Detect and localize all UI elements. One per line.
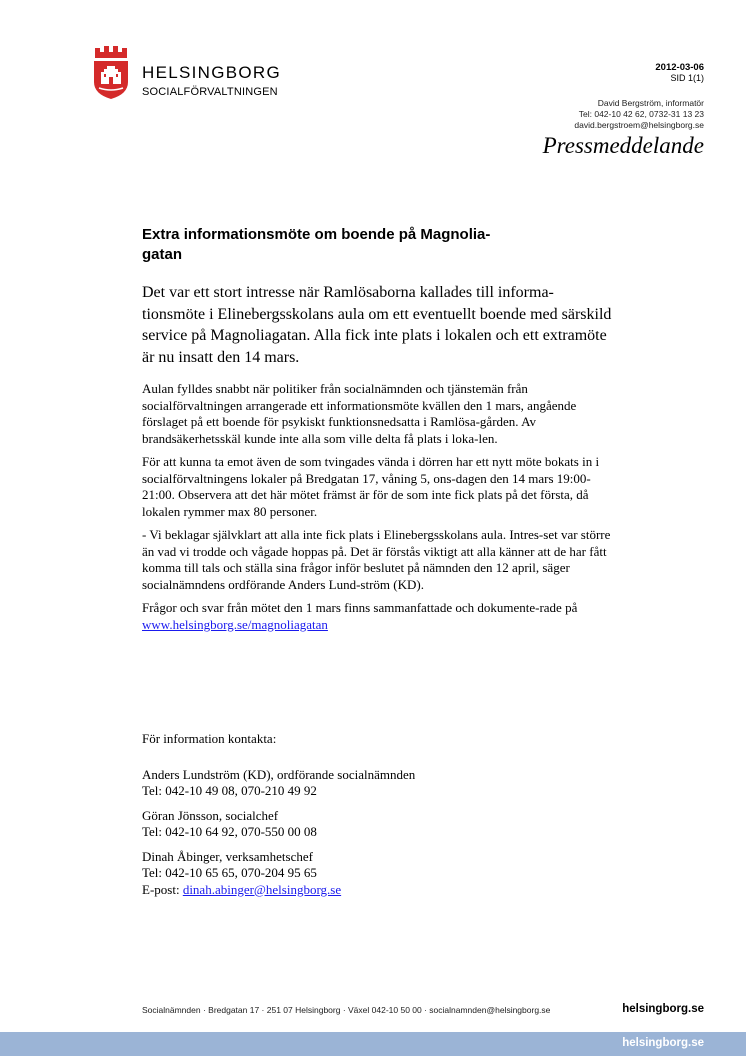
contacts-section (142, 731, 617, 906)
contact-person (142, 849, 617, 899)
document-date: 2012-03-06 (655, 62, 704, 73)
press-contact (574, 98, 704, 131)
press-contact-email: david.bergstroem@helsingborg.se (574, 120, 704, 130)
contact-name: Dinah Åbinger, verksamhetschef (142, 848, 313, 864)
article-body (142, 381, 617, 640)
magnoliagatan-link[interactable]: www.helsingborg.se/magnoliagatan (142, 616, 328, 632)
page-number: SID 1(1) (670, 73, 704, 83)
email-link[interactable]: dinah.abinger@helsingborg.se (182, 881, 342, 897)
bottom-bar-brand: helsingborg.se (622, 1037, 704, 1049)
contact-email (142, 882, 617, 899)
document-type: Pressmeddelande (542, 133, 704, 158)
department-name: SOCIALFÖRVALTNINGEN (142, 86, 278, 98)
email-label: E-post: (142, 881, 183, 897)
body-paragraph-4 (142, 600, 617, 633)
document-meta (655, 62, 704, 84)
contact-person (142, 767, 617, 800)
helsingborg-crest-icon (92, 44, 130, 100)
lead-paragraph: Det var ett stort intresse när Ramlösaborna kallades till informa-tionsmöte i Elinebergsskolans aula om ett eventuellt boende med särskild service på Magnoliagatan. Alla fick inte plats i lokalen och ett extramöte är nu insatt den 14 mars. (142, 284, 612, 366)
headline-line-1: Extra informationsmöte om boende på Magnolia- (142, 226, 491, 243)
contact-name: Anders Lundström (KD), ordförande socialnämnden (142, 766, 416, 782)
organization-name: HELSINGBORG (142, 63, 281, 82)
headline (142, 225, 592, 264)
press-contact-tel: Tel: 042-10 42 62, 0732-31 13 23 (578, 109, 704, 119)
headline-line-2: gatan (142, 245, 183, 263)
contact-tel: Tel: 042-10 65 65, 070-204 95 65 (142, 865, 317, 880)
contact-name: Göran Jönsson, socialchef (142, 807, 279, 823)
contact-tel: Tel: 042-10 64 92, 070-550 00 08 (142, 824, 317, 839)
footer-brand: helsingborg.se (622, 1003, 704, 1015)
body-paragraph-2: För att kunna ta emot även de som tvingades vända i dörren har ett nytt möte bokats in i socialförvaltningens lokaler på Bredgatan 17, våning 5, ons-dagen den 14 mars 19:00-21:00. Observera att det här mötet främst är för de som inte fick plats på det första, då lokalen rymmer max 80 personer. (142, 454, 600, 519)
contacts-intro: För information kontakta: (142, 731, 277, 746)
body-paragraph-3: - Vi beklagar självklart att alla inte fick plats i Elinebergsskolans aula. Intres-set var större än vad vi trodde och vågade hoppas på. Det är förstås viktigt att alla känner att de har fått komma till tals och ställa sina frågor inför beslutet på nämnden den 12 april, säger socialnämndens ordförande Anders Lund-ström (KD). (142, 527, 611, 592)
footer-address: Socialnämnden · Bredgatan 17 · 251 07 Helsingborg · Växel 042-10 50 00 · socialnamnden@helsingborg.se (142, 1005, 551, 1015)
bottom-bar (0, 1032, 746, 1056)
body-paragraph-1: Aulan fylldes snabbt när politiker från socialnämnden och tjänstemän från socialförvaltningen arrangerade ett informationsmöte kvällen den 1 mars, angående förslaget på ett boende för psykiskt funktionsnedsatta i Ramlösa-gården. Av brandsäkerhetsskäl kunde inte alla som ville delta få plats i loka-len. (142, 381, 577, 446)
press-contact-name: David Bergström, informatör (597, 98, 704, 108)
body-paragraph-4-text: Frågor och svar från mötet den 1 mars finns sammanfattade och dokumente-rade på (142, 600, 578, 615)
contact-person (142, 808, 617, 841)
contact-tel: Tel: 042-10 49 08, 070-210 49 92 (142, 783, 317, 798)
